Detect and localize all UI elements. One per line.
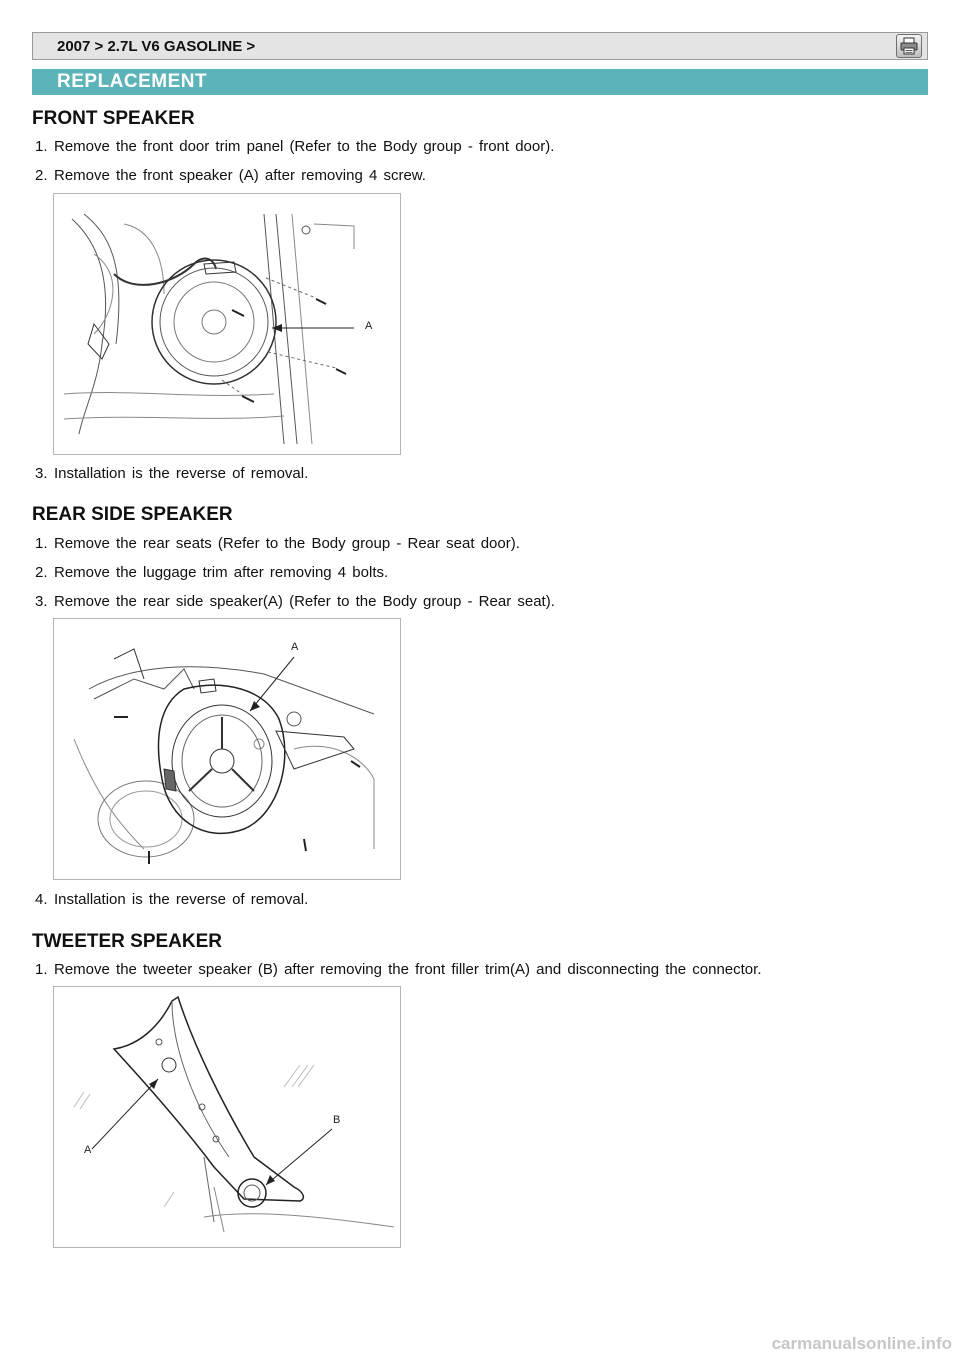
- step-number: 2.: [35, 564, 48, 581]
- watermark: carmanualsonline.info: [771, 1334, 952, 1353]
- figure-label-a: A: [291, 641, 299, 653]
- tweeter-step-1: [35, 961, 761, 978]
- front-speaker-figure: [53, 193, 401, 455]
- printer-icon: [900, 37, 918, 55]
- breadcrumb: [32, 32, 928, 60]
- front-speaker-heading: FRONT SPEAKER: [32, 108, 195, 129]
- print-button[interactable]: [896, 34, 922, 58]
- rear-speaker-heading: REAR SIDE SPEAKER: [32, 504, 233, 525]
- rear-speaker-figure: [53, 618, 401, 880]
- step-text: Remove the front speaker (A) after removing 4 screw.: [54, 167, 426, 184]
- step-number: 4.: [35, 891, 48, 908]
- front-step-2: [35, 167, 426, 184]
- front-step-3: [35, 465, 308, 482]
- step-text: Remove the rear side speaker(A) (Refer to the Body group - Rear seat).: [54, 593, 555, 610]
- step-number: 1.: [35, 138, 48, 155]
- step-number: 1.: [35, 961, 48, 978]
- step-number: 1.: [35, 535, 48, 552]
- step-text: Remove the tweeter speaker (B) after removing the front filler trim(A) and disconnecting the connector.: [54, 961, 762, 978]
- step-text: Remove the luggage trim after removing 4 bolts.: [54, 564, 389, 581]
- step-number: 3.: [35, 465, 48, 482]
- step-text: Remove the rear seats (Refer to the Body group - Rear seat door).: [54, 535, 520, 552]
- breadcrumb-text: 2007 > 2.7L V6 GASOLINE >: [57, 38, 256, 55]
- section-title: REPLACEMENT: [57, 71, 208, 92]
- figure-label-b: B: [333, 1114, 341, 1126]
- step-text: Remove the front door trim panel (Refer to the Body group - front door).: [54, 138, 555, 155]
- section-header: [32, 69, 928, 95]
- figure-label-a: A: [365, 320, 373, 332]
- front-step-1: [35, 138, 554, 155]
- tweeter-speaker-heading: TWEETER SPEAKER: [32, 931, 223, 952]
- figure-label-a: A: [84, 1144, 92, 1156]
- step-text: Installation is the reverse of removal.: [54, 891, 309, 908]
- step-text: Installation is the reverse of removal.: [54, 465, 309, 482]
- rear-step-2: [35, 564, 388, 581]
- tweeter-speaker-figure: [53, 986, 401, 1248]
- step-number: 3.: [35, 593, 48, 610]
- rear-step-3: [35, 593, 555, 610]
- step-number: 2.: [35, 167, 48, 184]
- rear-step-1: [35, 535, 520, 552]
- rear-step-4: [35, 891, 308, 908]
